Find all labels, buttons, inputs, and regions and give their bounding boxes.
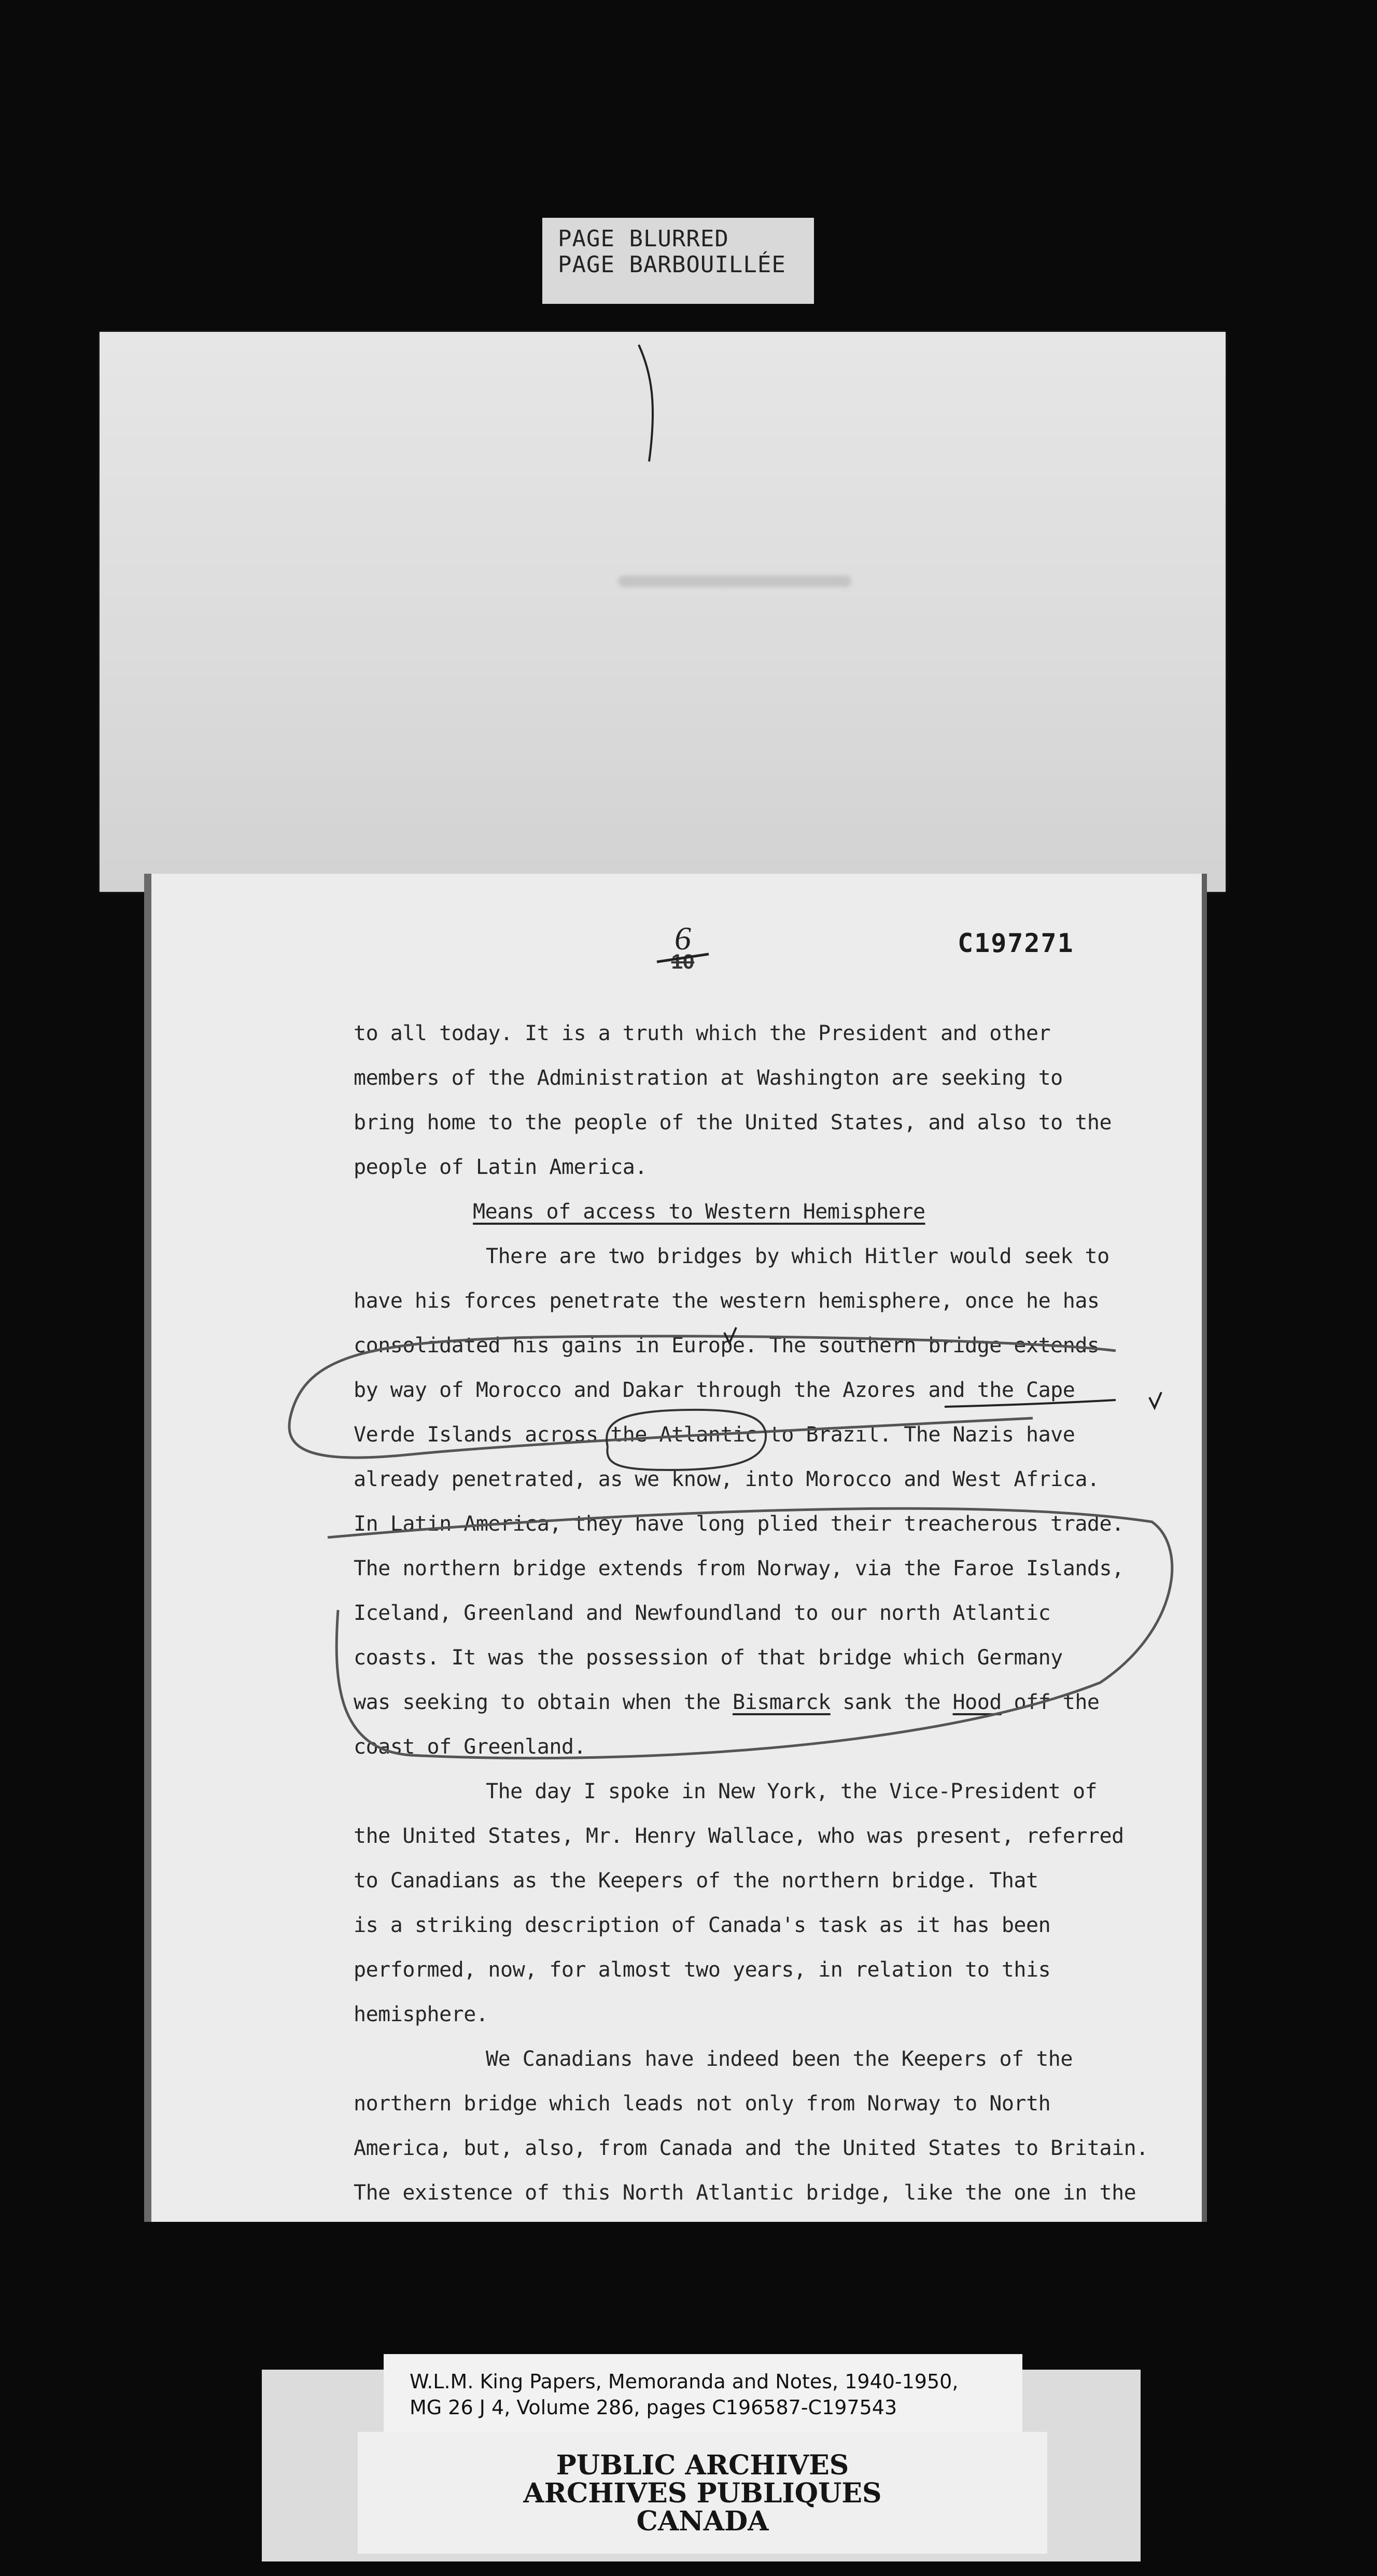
text-line: Verde Islands across the Atlantic to Brazil. The Nazis have — [354, 1423, 1075, 1447]
text-line: consolidated his gains in Europe. The southern bridge extends — [354, 1334, 1100, 1357]
text-line: coasts. It was the possession of that bridge which Germany — [354, 1646, 1063, 1670]
document-code: C197271 — [958, 928, 1074, 958]
text-line: northern bridge which leads not only from Norway to North — [354, 2092, 1051, 2116]
page-blurred-notice — [542, 218, 814, 304]
document-page — [144, 874, 1207, 2222]
text-line: We Canadians have indeed been the Keepers of the — [486, 2047, 1073, 2071]
section-heading-text: Means of access to Western Hemisphere — [473, 1200, 925, 1224]
text-line: to all today. It is a truth which the President and other — [354, 1021, 1051, 1045]
text-line: people of Latin America. — [354, 1155, 647, 1179]
text-line: There are two bridges by which Hitler would seek to — [486, 1244, 1109, 1268]
stamp-line-country: CANADA — [636, 2505, 769, 2537]
blur-notice-french: PAGE BARBOUILLÉE — [558, 251, 786, 278]
citation-label — [384, 2354, 1022, 2434]
text-line: The day I spoke in New York, the Vice-President of — [486, 1780, 1098, 1803]
text-line: members of the Administration at Washington are seeking to — [354, 1066, 1063, 1090]
public-archives-stamp — [358, 2432, 1047, 2554]
text-line: is a striking description of Canada's task as it has been — [354, 1913, 1051, 1937]
text-line: hemisphere. — [354, 2003, 488, 2026]
text-line: The existence of this North Atlantic bridge, like the one in the — [354, 2181, 1136, 2205]
text-line: the United States, Mr. Henry Wallace, who was present, referred — [354, 1824, 1124, 1848]
blur-notice-english: PAGE BLURRED — [558, 226, 729, 252]
text-line: have his forces penetrate the western hemisphere, once he has — [354, 1289, 1100, 1313]
underlined-ship-name: Bismarck — [733, 1690, 831, 1714]
text-line: already penetrated, as we know, into Morocco and West Africa. — [354, 1467, 1100, 1491]
text-line: The northern bridge extends from Norway, via the Faroe Islands, — [354, 1557, 1124, 1580]
text-line: In Latin America, they have long plied their treacherous trade. — [354, 1512, 1124, 1536]
blurred-sheet — [100, 332, 1226, 892]
text-fragment: sank the — [830, 1690, 953, 1714]
text-line: coast of Greenland. — [354, 1735, 586, 1759]
text-fragment: off the — [1001, 1690, 1100, 1714]
section-heading — [354, 1189, 1193, 1234]
text-line: performed, now, for almost two years, in relation to this — [354, 1958, 1051, 1982]
text-line — [354, 1680, 1193, 1725]
text-fragment: was seeking to obtain when the — [354, 1690, 733, 1714]
text-line: America, but, also, from Canada and the United States to Britain. — [354, 2136, 1148, 2160]
handwritten-page-number: 6 — [675, 920, 691, 957]
citation-line: W.L.M. King Papers, Memoranda and Notes, 1940-1950, — [410, 2370, 959, 2393]
text-line: Iceland, Greenland and Newfoundland to our north Atlantic — [354, 1601, 1051, 1625]
text-line: bring home to the people of the United States, and also to the — [354, 1111, 1112, 1135]
typescript-body — [354, 1011, 1193, 2215]
citation-line: MG 26 J 4, Volume 286, pages C196587-C197543 — [410, 2396, 897, 2419]
stamp-line-french: ARCHIVES PUBLIQUES — [523, 2477, 882, 2509]
pen-stroke-mark — [636, 342, 667, 467]
underlined-ship-name: Hood — [952, 1690, 1002, 1714]
struck-page-number: 10 — [671, 950, 695, 973]
stamp-line-english: PUBLIC ARCHIVES — [556, 2449, 849, 2481]
text-line: by way of Morocco and Dakar through the Azores and the Cape — [354, 1378, 1075, 1402]
text-line: to Canadians as the Keepers of the northern bridge. That — [354, 1869, 1038, 1893]
